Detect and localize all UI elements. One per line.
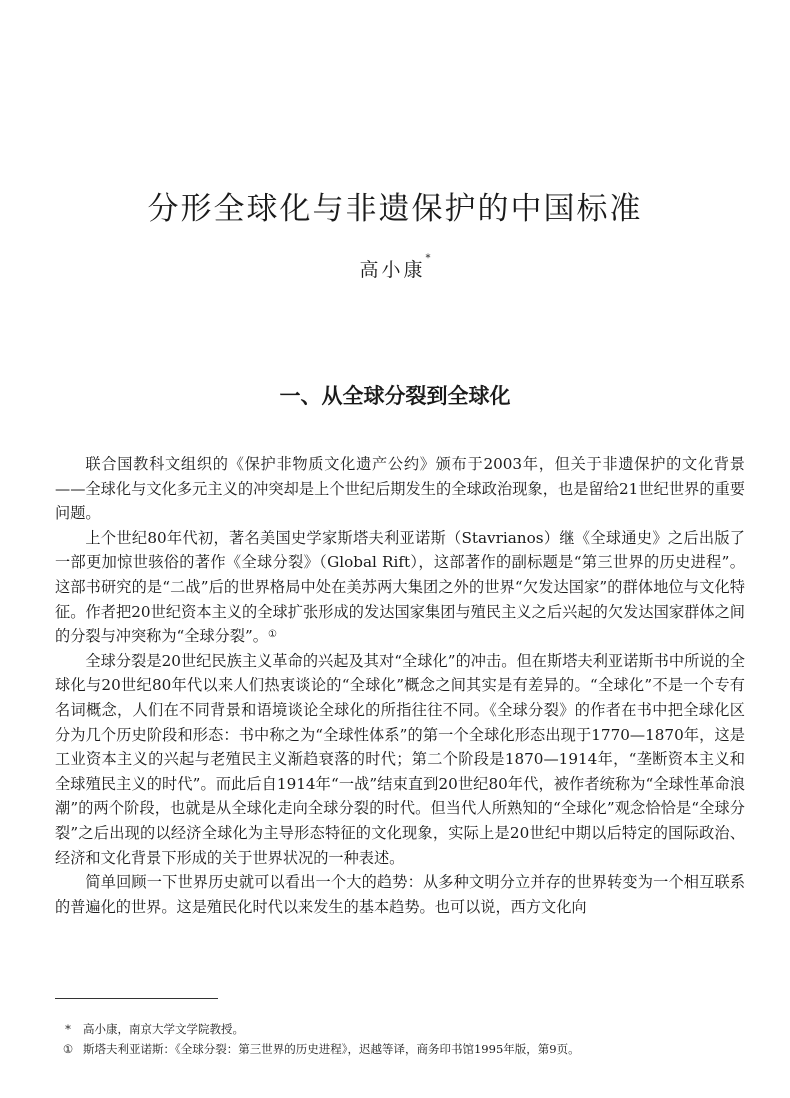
footnotes [55, 1019, 745, 1059]
paragraph-4: 简单回顾一下世界历史就可以看出一个大的趋势：从多种文明分立并存的世界转变为一个相互联系的普遍化的世界。这是殖民化时代以来发生的基本趋势。也可以说，西方文化向 [55, 873, 745, 916]
footnote-text: 斯塔夫利亚诺斯：《全球分裂：第三世界的历史进程》，迟越等译，商务印书馆1995年版，第9页。 [83, 1042, 580, 1056]
footnote-mark: * [65, 1022, 71, 1036]
footnote-text: 高小康，南京大学文学院教授。 [83, 1022, 244, 1036]
author-line [0, 255, 790, 282]
footnote-divider [55, 998, 218, 999]
paragraph-1: 联合国教科文组织的《保护非物质文化遗产公约》颁布于2003年，但关于非遗保护的文化背景——全球化与文化多元主义的冲突却是上个世纪后期发生的全球政治现象，也是留给21世纪世界的重要问题。 [55, 455, 745, 523]
footnote-mark: ① [62, 1042, 74, 1056]
article-title: 分形全球化与非遗保护的中国标准 [147, 191, 643, 227]
footnote-1 [55, 1039, 745, 1059]
paragraph-2-text: 上个世纪80年代初，著名美国史学家斯塔夫利亚诺斯（Stavrianos）继《全球通史》之后出版了一部更加惊世骇俗的著作《全球分裂》（Global Rift），这部著作的副标题是“第三世界的历史进程”。这部书研究的是“二战”后的世界格局中处在美苏两大集团之外的世界“欠发达国家”的群体地位与文化特征。作者把20世纪资本主义的全球扩张形成的发达国家集团与殖民主义之后兴起的欠发达国家群体之间的分裂与冲突称为“全球分裂”。 [55, 528, 745, 646]
author-footnote-mark: * [425, 253, 431, 264]
paragraph-3: 全球分裂是20世纪民族主义革命的兴起及其对“全球化”的冲击。但在斯塔夫利亚诺斯书中所说的全球化与20世纪80年代以来人们热衷谈论的“全球化”概念之间其实是有差异的。“全球化”不是一个专有名词概念，人们在不同背景和语境谈论全球化的所指往往不同。《全球分裂》的作者在书中把全球化区分为几个历史阶段和形态：书中称之为“全球性体系”的第一个全球化形态出现于1770—1870年，这是工业资本主义的兴起与老殖民主义渐趋衰落的时代；第二个阶段是1870—1914年，“垄断资本主义和全球殖民主义的时代”。而此后自1914年“一战”结束直到20世纪80年代，被作者统称为“全球性革命浪潮”的两个阶段，也就是从全球化走向全球分裂的时代。但当代人所熟知的“全球化”观念恰恰是“全球分裂”之后出现的以经济全球化为主导形态特征的文化现象，实际上是20世纪中期以后特定的国际政治、经济和文化背景下形成的关于世界状况的一种表述。 [55, 651, 745, 867]
author-name: 高小康 [359, 259, 426, 281]
section-heading: 一、从全球分裂到全球化 [279, 384, 511, 408]
footnote-author [55, 1019, 745, 1039]
footnote-ref-1[interactable]: ① [267, 629, 277, 641]
article-body [55, 452, 745, 919]
paragraph-2 [55, 526, 745, 649]
